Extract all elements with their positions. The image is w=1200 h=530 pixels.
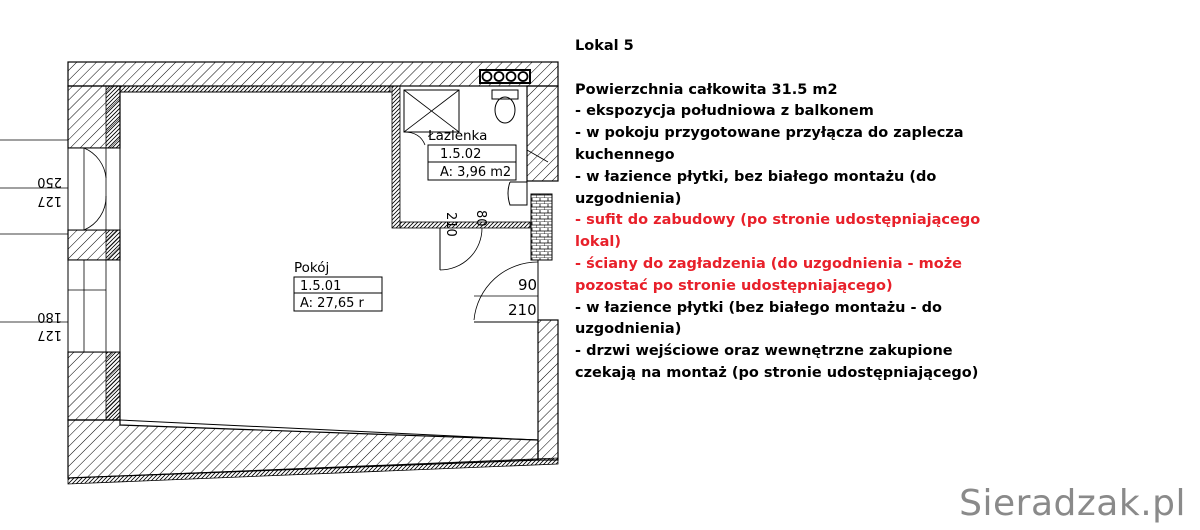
- room-number: 1.5.01: [300, 279, 342, 294]
- room-label-pokoj: [294, 260, 382, 311]
- feature-line: - w łazience płytki (bez białego montażu - do: [575, 299, 942, 316]
- feature-line: - drzwi wejściowe oraz wewnętrzne zakupione: [575, 343, 953, 360]
- entry-door-width: 90: [518, 276, 538, 294]
- room-area: A: 3,96 m2: [440, 165, 512, 180]
- floor-plan: [0, 0, 565, 530]
- toilet: [492, 90, 518, 123]
- total-area: Powierzchnia całkowita 31.5 m2: [575, 81, 838, 98]
- window-dimension-top: 250: [37, 174, 62, 189]
- feature-line: uzgodnienia): [575, 321, 682, 338]
- room-name: Łazienka: [428, 128, 488, 144]
- feature-line: - w łazience płytki, bez białego montażu (do: [575, 168, 937, 185]
- washbasin: [508, 182, 527, 205]
- feature-line: - sufit do zabudowy (po stronie udostępniającego: [575, 212, 981, 229]
- apartment-info: [575, 36, 1025, 385]
- right-wall: [538, 320, 558, 460]
- room-label-lazienka: [427, 128, 516, 180]
- room-number: 1.5.02: [440, 147, 482, 162]
- window-dimension-top-height: 127: [37, 193, 62, 208]
- vent-grille: [480, 70, 530, 83]
- apartment-title: Lokal 5: [575, 38, 634, 54]
- bathroom-door-height: 210: [443, 212, 458, 237]
- brick-column: [531, 194, 552, 260]
- feature-line: - ściany do zagładzenia (do uzgodnienia - może: [575, 255, 962, 272]
- room-outline: [120, 320, 538, 440]
- bathroom-door-width: 80: [473, 210, 488, 227]
- feature-line: - ekspozycja południowa z balkonem: [575, 103, 874, 120]
- watermark-logo: Sieradzak.pl: [959, 483, 1186, 524]
- entry-door-height: 210: [508, 301, 537, 319]
- insulation-strip: [106, 86, 120, 420]
- bathroom-wall: [400, 222, 530, 228]
- window-dimension-bottom: 180: [37, 309, 62, 324]
- room-area: A: 27,65 r: [300, 296, 364, 311]
- insulation-strip: [120, 86, 390, 92]
- room-name: Pokój: [294, 260, 330, 276]
- feature-list: [575, 101, 1025, 384]
- feature-line: lokal): [575, 234, 621, 251]
- feature-line: pozostać po stronie udostępniającego): [575, 277, 893, 294]
- feature-line: czekają na montaż (po stronie udostępniającego): [575, 364, 979, 381]
- window-dimension-bottom-height: 127: [37, 327, 62, 342]
- right-wall: [527, 86, 558, 181]
- bathroom-wall: [392, 86, 400, 228]
- feature-line: - w pokoju przygotowane przyłącza do zaplecza: [575, 125, 964, 142]
- feature-line: uzgodnienia): [575, 190, 682, 207]
- feature-line: kuchennego: [575, 146, 675, 163]
